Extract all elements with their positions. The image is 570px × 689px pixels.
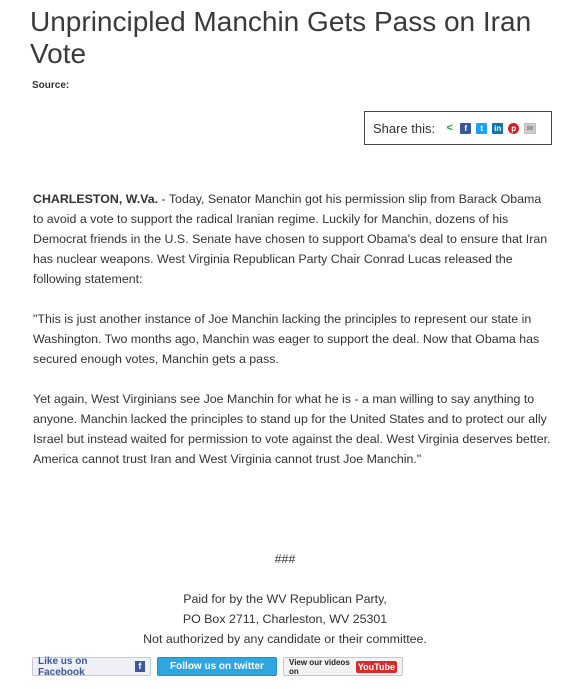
page-title: Unprincipled Manchin Gets Pass on Iran Vote bbox=[30, 6, 532, 69]
social-buttons bbox=[32, 657, 403, 677]
twitter-button-label: Follow us on twitter bbox=[170, 661, 264, 672]
facebook-button-label: Like us on Facebook bbox=[38, 655, 88, 678]
paragraph-1-text: - Today, Senator Manchin got his permission slip from Barack Obama to avoid a vote to support the radical Iranian regime. Luckily for Manchin, dozens of his Democrat friends in the U.S. Senate have chosen to support Obama's deal to ensure that Iran has nuclear weapons. West Virginia Republican Party Chair Conrad Lucas released the following statement: bbox=[33, 192, 548, 286]
paragraph-1 bbox=[33, 189, 553, 289]
paragraph-3: Yet again, West Virginians see Joe Manchin for what he is - a man willing to say anything to anyone. Manchin lacked the principles to stand up for the United States and to protect our ally Israel but instead waited for permission to vote against the deal. West Virginia deserves better. America cannot trust Iran and West Virginia cannot trust Joe Manchin." bbox=[33, 392, 551, 466]
disclaimer-line-3: Not authorized by any candidate or their committee. bbox=[143, 632, 427, 646]
share-label: Share this: bbox=[373, 120, 436, 136]
youtube-logo-icon: YouTube bbox=[357, 661, 395, 672]
share-icon[interactable]: < bbox=[446, 121, 453, 134]
disclaimer bbox=[0, 589, 570, 649]
twitter-follow-button[interactable] bbox=[157, 657, 277, 676]
youtube-videos-button[interactable] bbox=[283, 657, 403, 676]
disclaimer-line-2: PO Box 2711, Charleston, WV 25301 bbox=[182, 612, 388, 626]
facebook-like-button[interactable] bbox=[32, 657, 151, 676]
paragraph-2: "This is just another instance of Joe Manchin lacking the principles to represent our state in Washington. Two months ago, Manchin was eager to support the deal. Now that Obama has secured enough votes, Manchin gets a pass. bbox=[33, 312, 540, 366]
twitter-icon[interactable]: t bbox=[476, 123, 487, 134]
youtube-button-label: View our videos on bbox=[289, 657, 350, 676]
facebook-logo-icon: f bbox=[135, 661, 145, 672]
article-body bbox=[33, 189, 553, 489]
disclaimer-line-1: Paid for by the WV Republican Party, bbox=[183, 592, 387, 606]
source-label: Source: bbox=[32, 80, 70, 91]
dateline: CHARLESTON, W.Va. bbox=[33, 192, 159, 206]
separator: ### bbox=[274, 552, 296, 566]
share-box bbox=[364, 111, 552, 145]
linkedin-icon[interactable]: in bbox=[494, 123, 502, 133]
email-icon[interactable]: ✉ bbox=[524, 123, 536, 134]
facebook-icon[interactable]: f bbox=[460, 123, 471, 134]
pinterest-icon[interactable]: p bbox=[508, 123, 519, 134]
